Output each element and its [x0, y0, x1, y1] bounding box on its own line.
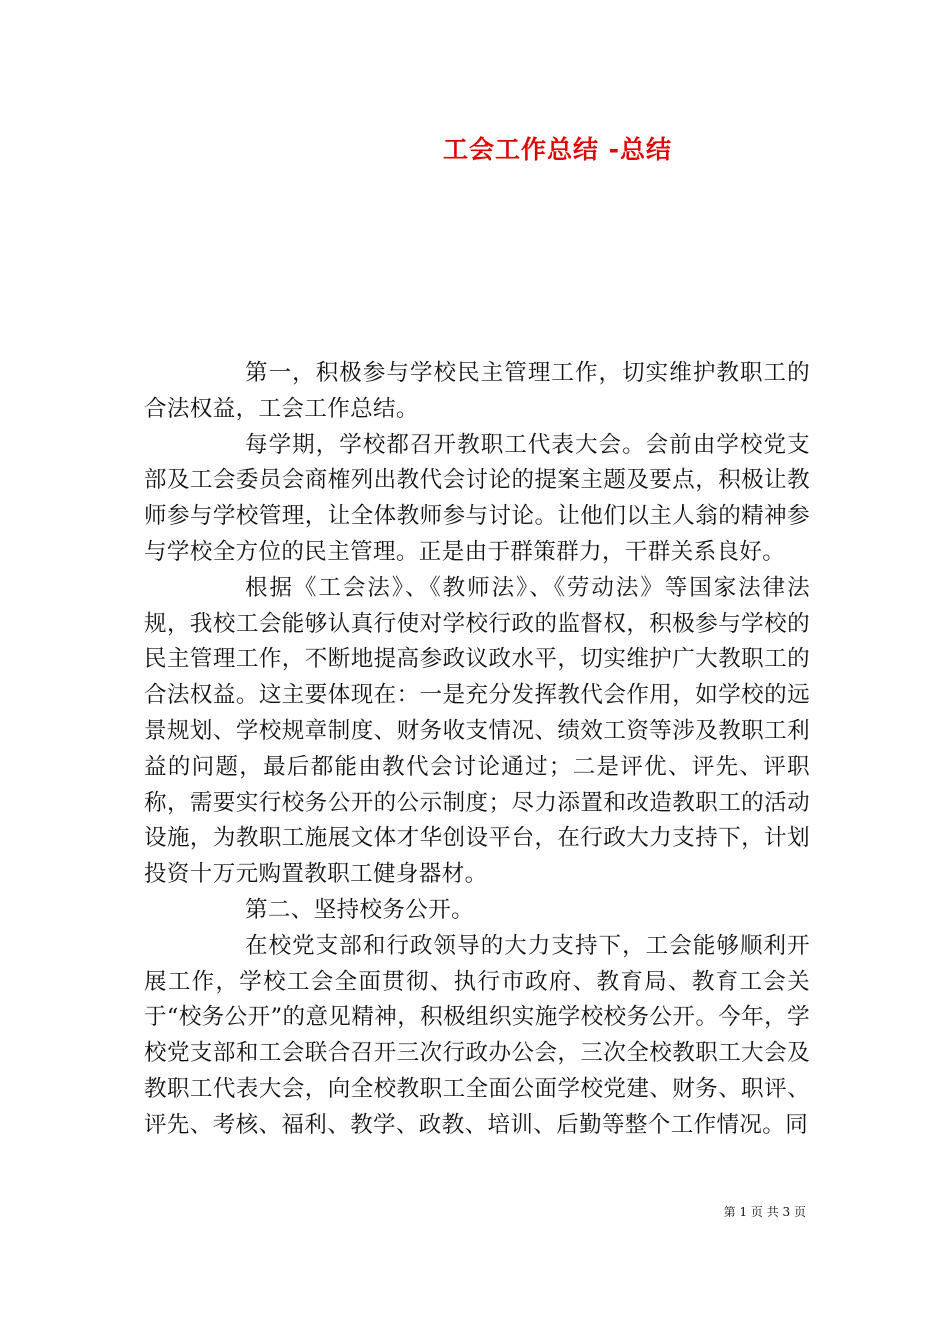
paragraph-4: 第二、坚持校务公开。 [245, 896, 475, 923]
paragraph-5: 在校党支部和行政领导的大力支持下，工会能够顺利开展工作，学校工会全面贯彻、执行市政府、教育局、教育工会关于“校务公开”的意见精神，积极组织实施学校校务公开。今年，学校党支部和工会联合召开三次行政办公会，三次全校教职工大会及教职工代表大会，向全校教职工全面公面学校党建、财务、职评、评先、考核、福利、教学、政教、培训、后勤等整个工作情况。同 [144, 932, 810, 1138]
paragraph-1: 第一，积极参与学校民主管理工作，切实维护教职工的合法权益，工会工作总结。 [144, 360, 810, 422]
document-body [144, 356, 810, 1144]
paragraph-3: 根据《工会法》、《教师法》、《劳动法》等国家法律法规，我校工会能够认真行使对学校行政的监督权，积极参与学校的民主管理工作，不断地提高参政议政水平，切实维护广大教职工的合法权益。这主要体现在：一是充分发挥教代会作用，如学校的远景规划、学校规章制度、财务收支情况、绩效工资等涉及教职工利益的问题，最后都能由教代会讨论通过；二是评优、评先、评职称，需要实行校务公开的公示制度；尽力添置和改造教职工的活动设施，为教职工施展文体才华创设平台，在行政大力支持下，计划投资十万元购置教职工健身器材。 [144, 574, 810, 888]
paragraph-2: 每学期，学校都召开教职工代表大会。会前由学校党支部及工会委员会商榷列出教代会讨论的提案主题及要点，积极让教师参与学校管理，让全体教师参与讨论。让他们以主人翁的精神参与学校全方位的民主管理。正是由于群策群力，干群关系良好。 [144, 431, 810, 565]
page-number-footer: 第 1 页 共 3 页 [723, 1205, 806, 1219]
page-title: 工会工作总结 -总结 [442, 135, 673, 164]
